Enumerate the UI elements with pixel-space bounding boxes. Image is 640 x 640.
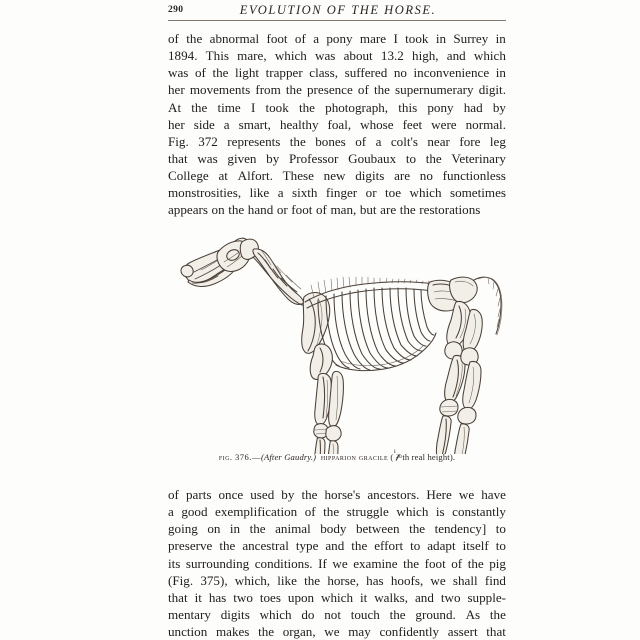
caption-figure-label: fig. 376.— (218, 452, 261, 462)
text-line: a good exemplification of the struggle which is constantly (168, 504, 506, 520)
text-line: her side a smart, healthy foal, whose feet were normal. (168, 116, 506, 132)
text-line: that was given by Professor Goubaux to the Veterinary (168, 150, 506, 166)
text-line: mentary digits which do not touch the ground. As the (168, 606, 506, 622)
figure-caption (168, 449, 506, 462)
text-line: going on in the animal body between the tendency] to (168, 521, 506, 537)
caption-scale-suffix: th real height). (402, 452, 456, 462)
caption-attribution: (After Gaudry.) (260, 452, 317, 462)
text-line: that it has two toes upon which it walks, and two supple- (168, 589, 506, 605)
text-line: its surrounding conditions. If we examine the foot of the pig (168, 555, 506, 571)
page-header (168, 2, 508, 22)
text-line: 1894. This mare, which was about 13.2 high, and which (168, 48, 506, 64)
text-line: was of the light trapper class, suffered no inconvenience in (168, 65, 506, 81)
fraction-denominator: 20 (395, 454, 402, 460)
text-line: Fig. 372 represents the bones of a colt's near fore leg (168, 133, 506, 149)
text-line: of parts once used by the horse's ancestors. Here we have (168, 487, 506, 502)
text-line: monstrosities, like a sixth finger or toe which sometimes (168, 185, 506, 201)
fraction-numerator: 1 (393, 449, 397, 456)
text-line: her movements from the presence of the supernumerary digit. (168, 82, 506, 98)
caption-subject: hipparion gracile (320, 452, 389, 462)
text-line: appears on the hand or foot of man, but are the restorations (168, 202, 481, 218)
body-paragraph-top (168, 30, 506, 219)
horse-skeleton-engraving (168, 222, 506, 454)
caption-scale-open: ( (390, 452, 394, 462)
text-line: College at Alfort. These new digits are no functionless (168, 168, 506, 184)
text-line: of the abnormal foot of a pony mare I took in Surrey in (168, 31, 506, 46)
text-line: At the time I took the photograph, this pony had by (168, 99, 506, 115)
text-line: unction makes the organ, we may confidently assert that (168, 624, 506, 640)
header-divider-rule (168, 20, 506, 21)
caption-scale-fraction (393, 449, 402, 461)
figure-horse-skeleton (168, 222, 506, 454)
body-paragraph-bottom (168, 486, 506, 640)
text-line: (Fig. 375), which, like the horse, has hoofs, we shall find (168, 572, 506, 588)
folio-page-number: 290 (168, 5, 184, 15)
running-head-title: EVOLUTION OF THE HORSE. (239, 3, 437, 17)
text-line: preserve the ancestral type and the effort to adapt itself to (168, 538, 506, 554)
